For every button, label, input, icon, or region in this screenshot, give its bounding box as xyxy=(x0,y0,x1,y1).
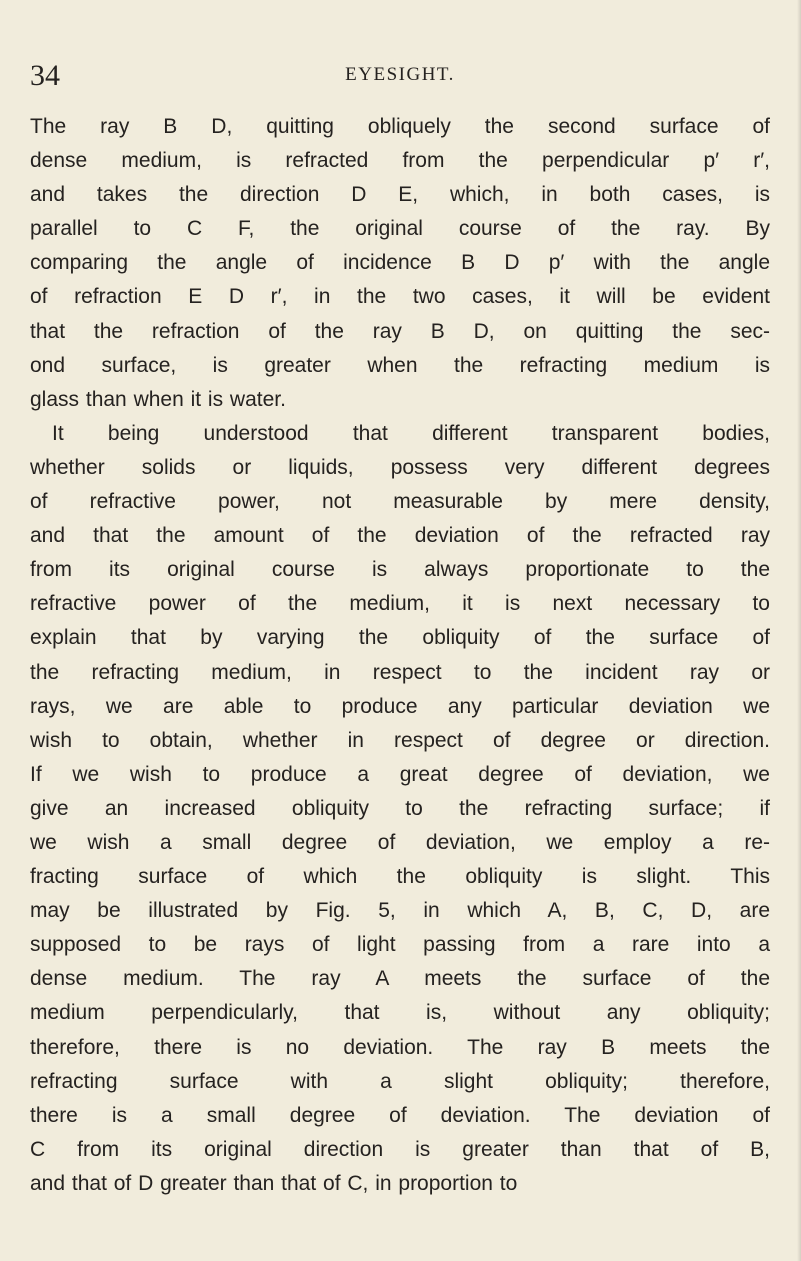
body-text xyxy=(30,110,770,1201)
text-line: of refractive power, not measurable by mere density, xyxy=(30,490,770,514)
text-line: the refracting medium, in respect to the incident ray or xyxy=(30,660,770,684)
text-line: we wish a small degree of deviation, we employ a re- xyxy=(30,830,770,854)
text-line: of refraction E D r′, in the two cases, it will be evident xyxy=(30,285,770,309)
running-head: EYESIGHT. xyxy=(345,64,455,85)
text-line: parallel to C F, the original course of the ray. By xyxy=(30,217,770,241)
text-line: supposed to be rays of light passing from a rare into a xyxy=(30,933,770,957)
text-line: and takes the direction D E, which, in both cases, is xyxy=(30,183,770,207)
text-line: C from its original direction is greater than that of B, xyxy=(30,1137,770,1161)
text-line: wish to obtain, whether in respect of degree or direction. xyxy=(30,728,770,752)
text-line: glass than when it is water. xyxy=(30,387,286,411)
text-line: If we wish to produce a great degree of deviation, we xyxy=(30,762,770,786)
text-line: that the refraction of the ray B D, on quitting the sec- xyxy=(30,319,770,343)
text-line: dense medium, is refracted from the perpendicular p′ r′, xyxy=(30,149,770,173)
text-line: medium perpendicularly, that is, without any obliquity; xyxy=(30,1001,770,1025)
text-line: may be illustrated by Fig. 5, in which A, B, C, D, are xyxy=(30,899,770,923)
text-line: dense medium. The ray A meets the surface of the xyxy=(30,967,770,991)
text-line: refracting surface with a slight obliquity; therefore, xyxy=(30,1069,770,1093)
text-line: The ray B D, quitting obliquely the second surface of xyxy=(30,115,770,138)
text-line: from its original course is always proportionate to the xyxy=(30,558,770,582)
text-line: It being understood that different transparent bodies, xyxy=(52,421,770,445)
text-line: and that the amount of the deviation of the refracted ray xyxy=(30,524,770,548)
page-number: 34 xyxy=(30,59,60,92)
text-line: comparing the angle of incidence B D p′ with the angle xyxy=(30,251,770,275)
text-line: explain that by varying the obliquity of the surface of xyxy=(30,626,770,650)
text-line: therefore, there is no deviation. The ray B meets the xyxy=(30,1035,770,1059)
page-header xyxy=(30,58,770,94)
text-line: fracting surface of which the obliquity is slight. This xyxy=(30,865,770,889)
text-line: whether solids or liquids, possess very different degrees xyxy=(30,455,770,479)
text-line: ond surface, is greater when the refracting medium is xyxy=(30,353,770,377)
text-line: there is a small degree of deviation. The deviation of xyxy=(30,1103,770,1127)
text-line: refractive power of the medium, it is next necessary to xyxy=(30,592,770,616)
text-line: rays, we are able to produce any particular deviation we xyxy=(30,694,770,718)
text-line: and that of D greater than that of C, in proportion to xyxy=(30,1171,518,1195)
text-line: give an increased obliquity to the refracting surface; if xyxy=(30,796,770,820)
page-edge-shadow xyxy=(797,0,801,1261)
